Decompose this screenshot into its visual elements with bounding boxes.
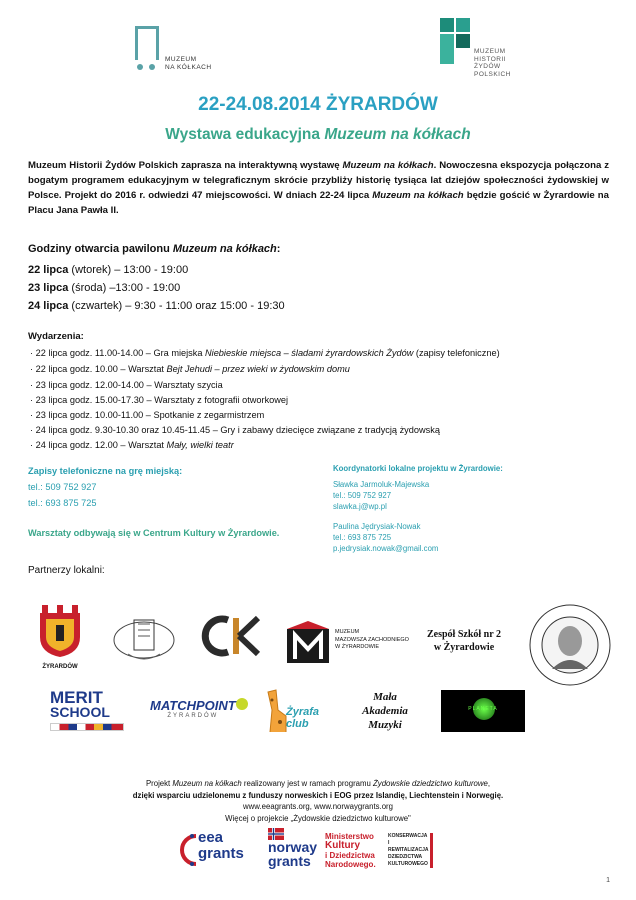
signup-phone[interactable]: tel.: 693 875 725: [28, 498, 97, 508]
logo-square-icon: [440, 34, 454, 64]
muzeum-na-kolkach-logo: [135, 26, 235, 76]
logo-square-icon: [456, 34, 470, 48]
events-title: Wydarzenia:: [28, 331, 84, 342]
logo-wheel-icon: [149, 64, 155, 70]
zyrardow-label: ŻYRARDÓW: [42, 664, 78, 670]
event-item: · 24 lipca godz. 12.00 – Warsztat Mały, wielki teatr: [30, 440, 234, 450]
portrait-emblem-icon: [528, 603, 612, 687]
logo-text-line: MUZEUM: [165, 56, 197, 63]
merit-school-logo: MERIT SCHOOL: [50, 690, 124, 731]
logo-square-icon: [440, 18, 454, 32]
intro-paragraph: Muzeum Historii Żydów Polskich zaprasza na interaktywną wystawę Muzeum na kółkach. Nowoczesna ekspozycja połączona z bogatym programem edukacyjnym w telegraficznym skrócie przybliży historię tysiąca lat dziejów społeczności żydowskiej w Polsce. Projekt do 2016 r. odwiedzi 47 miejscowości. W dniach 22-24 lipca Muzeum na kółkach będzie gościć w Żyrardowie na Placu Jana Pawła II.: [28, 160, 610, 216]
coordinators-title: Koordynatorki lokalne projektu w Żyrardowie:: [333, 464, 503, 473]
page-subtitle: Wystawa edukacyjna Muzeum na kółkach: [165, 126, 471, 143]
logo-mark-icon: [135, 26, 159, 60]
coordinator-email[interactable]: slawka.j@wp.pl: [333, 502, 387, 511]
zespol-szkol-logo: Zespół Szkół nr 2 w Żyrardowie: [427, 629, 501, 653]
signup-title: Zapisy telefoniczne na grę miejską:: [28, 466, 183, 476]
coordinator-email[interactable]: p.jedrysiak.nowak@gmail.com: [333, 544, 439, 553]
m-logo-icon: [287, 621, 329, 663]
coordinator-name: Sławka Jarmoluk-Majewska: [333, 480, 430, 489]
norway-grants-logo: norway grants: [268, 828, 320, 872]
logo-text-line: NA KÓŁKACH: [165, 64, 212, 71]
logo-text-line: ŻYDÓW: [474, 63, 501, 70]
event-item: · 23 lipca godz. 10.00-11.00 – Spotkanie z zegarmistrzem: [30, 410, 264, 420]
page-number: 1: [606, 877, 610, 884]
coordinator-name: Paulina Jędrysiak-Nowak: [333, 522, 421, 531]
event-item: · 23 lipca godz. 12.00-14.00 – Warsztaty szycia: [30, 380, 223, 390]
eea-grants-logo: eea grants: [178, 830, 256, 870]
hours-row: 23 lipca (środa) –13:00 - 19:00: [28, 282, 181, 294]
footer-text: Projekt Muzeum na kółkach realizowany jest w ramach programu Żydowskie dziedzictwo kulturowe, dzięki wsparciu udzielonemu z funduszy norweskich i EOG przez Islandię, Liechtenstein i Norwegię. www.eeagrants.org, www.norwaygrants.org Więcej o projekcie „Żydowskie dziedzictwo kulturowe": [0, 778, 636, 824]
signup-block: [28, 463, 182, 511]
zyrardow-coat-of-arms: [38, 605, 82, 670]
ck-logo-icon: [198, 614, 264, 658]
hours-row: 22 lipca (wtorek) – 13:00 - 19:00: [28, 264, 189, 276]
polin-museum-logo: [440, 18, 520, 82]
logo-text-line: POLSKICH: [474, 70, 511, 78]
ministerstwo-kultury-logo: Ministerstwo Kultury i Dziedzictwa Narodowego.: [325, 832, 376, 869]
event-item: · 22 lipca godz. 10.00 – Warsztat Bejt Jehudi – przez wieki w żydowskim domu: [30, 364, 350, 374]
emblem-icon: [108, 610, 180, 666]
zyrafa-club-logo: Żyrafa club: [262, 686, 324, 734]
page-title: 22-24.08.2014 ŻYRARDÓW: [198, 94, 438, 115]
hours-row: 24 lipca (czwartek) – 9:30 - 11:00 oraz 15:00 - 19:30: [28, 300, 285, 312]
event-item: · 23 lipca godz. 15.00-17.30 – Warsztaty z fotografii otworkowej: [30, 395, 288, 405]
mala-akademia-muzyki-logo: Mała Akademia Muzyki: [362, 691, 408, 731]
matchpoint-logo: MATCHPOINT ŻYRARDÓW: [150, 698, 236, 719]
event-item: · 24 lipca godz. 9.30-10.30 oraz 10.45-11.45 – Gry i zabawy dziecięce związane z tradycją żydowską: [30, 425, 440, 435]
footer-links[interactable]: www.eeagrants.org, www.norwaygrants.org: [243, 802, 393, 811]
coordinator-phone[interactable]: tel.: 509 752 927: [333, 491, 392, 500]
logo-text-line: HISTORII: [474, 55, 507, 63]
muzeum-mazowsza-text: MUZEUM MAZOWSZA ZACHODNIEGO W ŻYRARDOWIE: [335, 629, 409, 650]
event-item: · 22 lipca godz. 11.00-14.00 – Gra miejska Niebieskie miejsca – śladami żyrardowskich Żydów (zapisy telefoniczne): [30, 348, 500, 358]
opening-hours-title: Godziny otwarcia pawilonu Muzeum na kółkach:: [28, 243, 281, 255]
logo-square-icon: [456, 18, 470, 32]
tennis-ball-icon: [236, 698, 248, 710]
partners-title: Partnerzy lokalni:: [28, 565, 105, 576]
flags-icon: [50, 723, 124, 731]
coordinator-phone[interactable]: tel.: 693 875 725: [333, 533, 392, 542]
liceum-logo: [528, 603, 612, 687]
zyrardow-society-logo: [108, 610, 180, 666]
ck-logo: [198, 614, 264, 658]
coordinators-block: [333, 463, 503, 554]
logo-text-line: MUZEUM: [474, 48, 506, 55]
signup-phone[interactable]: tel.: 509 752 927: [28, 482, 97, 492]
logo-wheel-icon: [137, 64, 143, 70]
muzeum-mazowsza-logo-mark: [287, 621, 329, 663]
planeta-logo: PLANETA: [441, 690, 525, 732]
konserwacja-logo: KONSERWACJA I REWITALIZACJA DZIEDZICTWA KULTUROWEGO: [388, 833, 433, 868]
eea-arc-icon: [178, 832, 198, 868]
coat-of-arms-icon: [38, 605, 82, 657]
workshops-location: Warsztaty odbywają się w Centrum Kultury w Żyrardowie.: [28, 528, 280, 538]
